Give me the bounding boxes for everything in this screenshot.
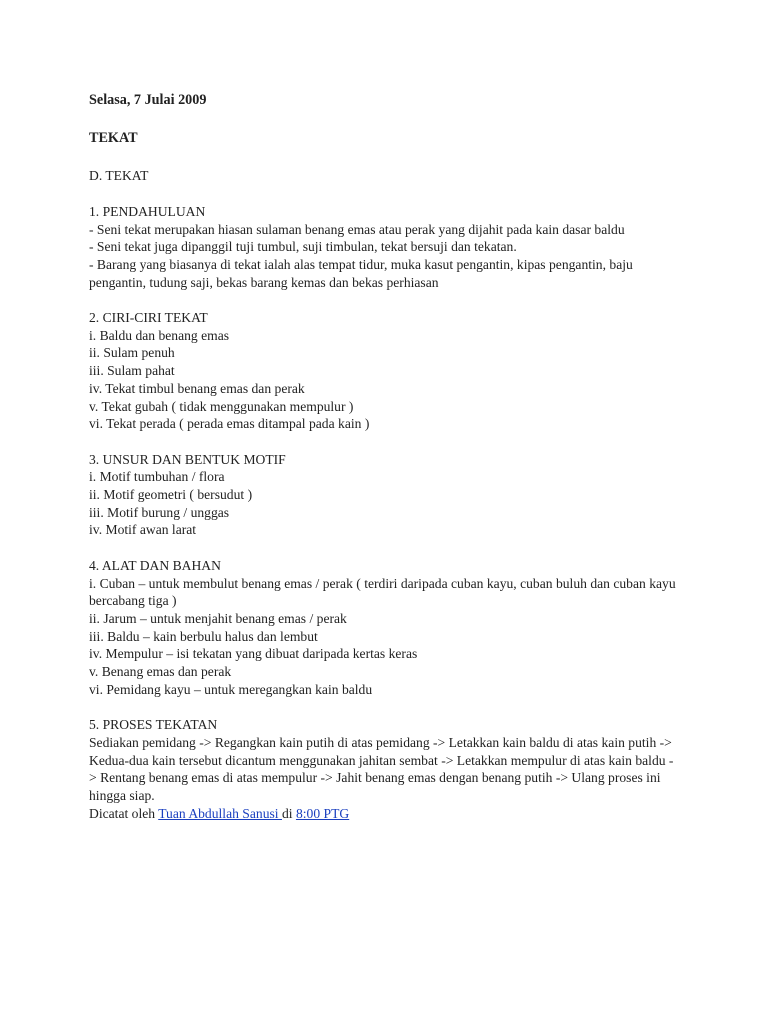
list-item: i. Cuban – untuk membulut benang emas / perak ( terdiri daripada cuban kayu, cuban buluh dan cuban kayu bercabang tiga )	[89, 575, 676, 609]
section-alat-bahan	[89, 557, 679, 699]
section-pendahuluan	[89, 203, 679, 292]
list-item: vi. Pemidang kayu – untuk meregangkan kain baldu	[89, 681, 373, 697]
list-item: - Seni tekat juga dipanggil tuji tumbul, suji timbulan, tekat bersuji dan tekatan.	[89, 239, 517, 255]
section-heading: 3. UNSUR DAN BENTUK MOTIF	[89, 451, 286, 467]
list-item: ii. Motif geometri ( bersudut )	[89, 487, 253, 503]
list-item: - Barang yang biasanya di tekat ialah alas tempat tidur, muka kasut pengantin, kipas pengantin, baju pengantin, tudung saji, bekas barang kemas dan bekas perhiasan	[89, 256, 633, 290]
post-date: Selasa, 7 Julai 2009	[89, 92, 207, 108]
post-heading: D. TEKAT	[89, 168, 149, 184]
process-text: Sediakan pemidang -> Regangkan kain putih di atas pemidang -> Letakkan kain baldu di atas kain putih -> Kedua-dua kain tersebut dicantum menggunakan jahitan sembat -> Letakkan mempulur di atas kain baldu -> Rentang benang emas di atas mempulur -> Jahit benang emas dengan benang putih -> Ulang proses ini hingga siap.	[89, 734, 674, 803]
list-item: i. Motif tumbuhan / flora	[89, 469, 225, 485]
list-item: ii. Jarum – untuk menjahit benang emas / perak	[89, 610, 347, 626]
section-heading: 4. ALAT DAN BAHAN	[89, 557, 221, 573]
list-item: v. Tekat gubah ( tidak menggunakan mempulur )	[89, 398, 354, 414]
section-motif	[89, 451, 679, 540]
section-proses	[89, 716, 679, 805]
section-ciri-ciri	[89, 309, 679, 433]
section-heading: 2. CIRI-CIRI TEKAT	[89, 310, 208, 325]
list-item: iii. Sulam pahat	[89, 363, 175, 379]
list-item: ii. Sulam penuh	[89, 345, 175, 361]
list-item: iii. Motif burung / unggas	[89, 504, 230, 520]
timestamp-link[interactable]: 8:00 PTG	[295, 805, 350, 821]
list-item: v. Benang emas dan perak	[89, 664, 232, 680]
post-footer	[89, 805, 679, 823]
post-title: TEKAT	[89, 129, 138, 146]
footer-prefix: Dicatat oleh	[89, 805, 159, 821]
list-item: iv. Motif awan larat	[89, 522, 197, 538]
blog-post	[89, 92, 679, 822]
section-heading: 1. PENDAHULUAN	[89, 203, 206, 219]
list-item: - Seni tekat merupakan hiasan sulaman benang emas atau perak yang dijahit pada kain dasar baldu	[89, 221, 625, 237]
list-item: iv. Mempulur – isi tekatan yang dibuat daripada kertas keras	[89, 646, 418, 662]
list-item: vi. Tekat perada ( perada emas ditampal pada kain )	[89, 416, 370, 432]
list-item: iv. Tekat timbul benang emas dan perak	[89, 380, 305, 396]
author-link[interactable]: Tuan Abdullah Sanusi	[158, 805, 282, 821]
list-item: iii. Baldu – kain berbulu halus dan lembut	[89, 628, 318, 644]
footer-middle: di	[281, 805, 296, 821]
section-heading: 5. PROSES TEKATAN	[89, 717, 218, 733]
list-item: i. Baldu dan benang emas	[89, 327, 230, 343]
